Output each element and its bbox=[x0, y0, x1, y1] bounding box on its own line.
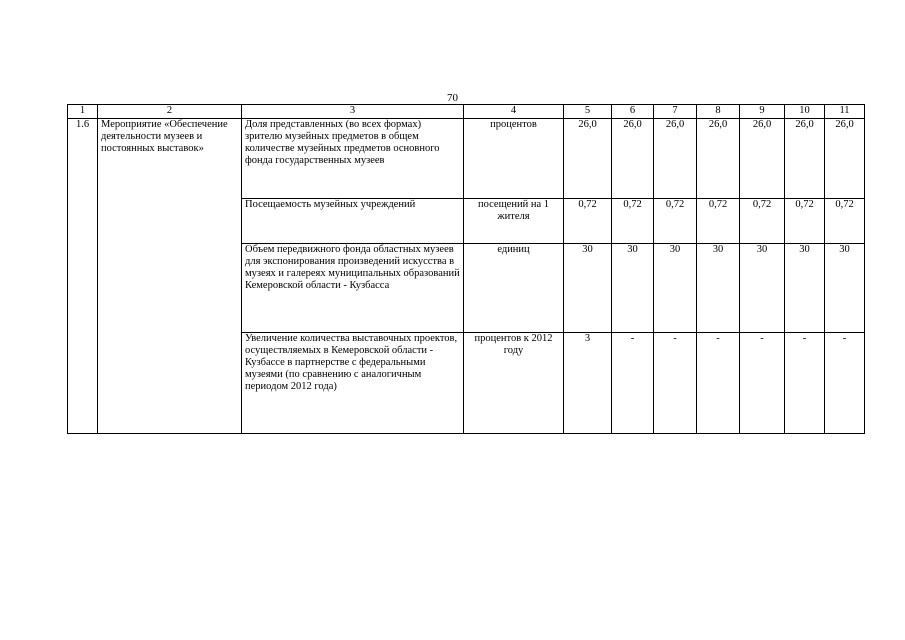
value-cell: 30 bbox=[654, 244, 697, 333]
value-cell: 30 bbox=[612, 244, 654, 333]
column-header: 3 bbox=[242, 105, 464, 119]
value-cell: 26,0 bbox=[740, 119, 785, 199]
column-header: 1 bbox=[68, 105, 98, 119]
value-cell: 0,72 bbox=[612, 199, 654, 244]
indicator-name-cell: Посещаемость музейных учреждений bbox=[242, 199, 464, 244]
value-cell: 0,72 bbox=[654, 199, 697, 244]
indicator-name-cell: Объем передвижного фонда областных музеев для экспонирования произведений искусства в музеях и галереях муниципальных образований Кемеровской области - Кузбасса bbox=[242, 244, 464, 333]
indicator-name-cell: Увеличение количества выставочных проектов, осуществляемых в Кемеровской области - Кузбассе в партнерстве с федеральными музеями (по сравнению с аналогичным периодом 2012 года) bbox=[242, 333, 464, 434]
value-cell: 26,0 bbox=[785, 119, 825, 199]
column-header: 9 bbox=[740, 105, 785, 119]
indicator-name-cell: Доля представленных (во всех формах) зрителю музейных предметов в общем количестве музейных предметов основного фонда государственных музеев bbox=[242, 119, 464, 199]
value-cell: 26,0 bbox=[612, 119, 654, 199]
indicators-table bbox=[67, 104, 865, 434]
column-header: 5 bbox=[564, 105, 612, 119]
column-header: 11 bbox=[825, 105, 865, 119]
table-header-row bbox=[68, 105, 865, 119]
column-header: 4 bbox=[464, 105, 564, 119]
value-cell: 26,0 bbox=[564, 119, 612, 199]
value-cell: - bbox=[612, 333, 654, 434]
page-number: 70 bbox=[447, 92, 458, 104]
indicator-unit-cell: процентов bbox=[464, 119, 564, 199]
column-header: 8 bbox=[697, 105, 740, 119]
table-row bbox=[68, 119, 865, 199]
value-cell: 0,72 bbox=[785, 199, 825, 244]
value-cell: 0,72 bbox=[825, 199, 865, 244]
value-cell: 30 bbox=[740, 244, 785, 333]
value-cell: - bbox=[697, 333, 740, 434]
indicator-unit-cell: процентов к 2012 году bbox=[464, 333, 564, 434]
column-header: 6 bbox=[612, 105, 654, 119]
value-cell: 30 bbox=[785, 244, 825, 333]
value-cell: - bbox=[654, 333, 697, 434]
value-cell: - bbox=[785, 333, 825, 434]
value-cell: 0,72 bbox=[740, 199, 785, 244]
value-cell: 26,0 bbox=[825, 119, 865, 199]
value-cell: 26,0 bbox=[697, 119, 740, 199]
column-header: 2 bbox=[98, 105, 242, 119]
value-cell: - bbox=[740, 333, 785, 434]
value-cell: 0,72 bbox=[697, 199, 740, 244]
row-number-cell: 1.6 bbox=[68, 119, 98, 434]
value-cell: 26,0 bbox=[654, 119, 697, 199]
event-name-cell: Мероприятие «Обеспечение деятельности музеев и постоянных выставок» bbox=[98, 119, 242, 434]
value-cell: - bbox=[825, 333, 865, 434]
column-header: 7 bbox=[654, 105, 697, 119]
indicator-unit-cell: единиц bbox=[464, 244, 564, 333]
value-cell: 3 bbox=[564, 333, 612, 434]
value-cell: 30 bbox=[564, 244, 612, 333]
value-cell: 0,72 bbox=[564, 199, 612, 244]
column-header: 10 bbox=[785, 105, 825, 119]
value-cell: 30 bbox=[697, 244, 740, 333]
indicator-unit-cell: посещений на 1 жителя bbox=[464, 199, 564, 244]
value-cell: 30 bbox=[825, 244, 865, 333]
